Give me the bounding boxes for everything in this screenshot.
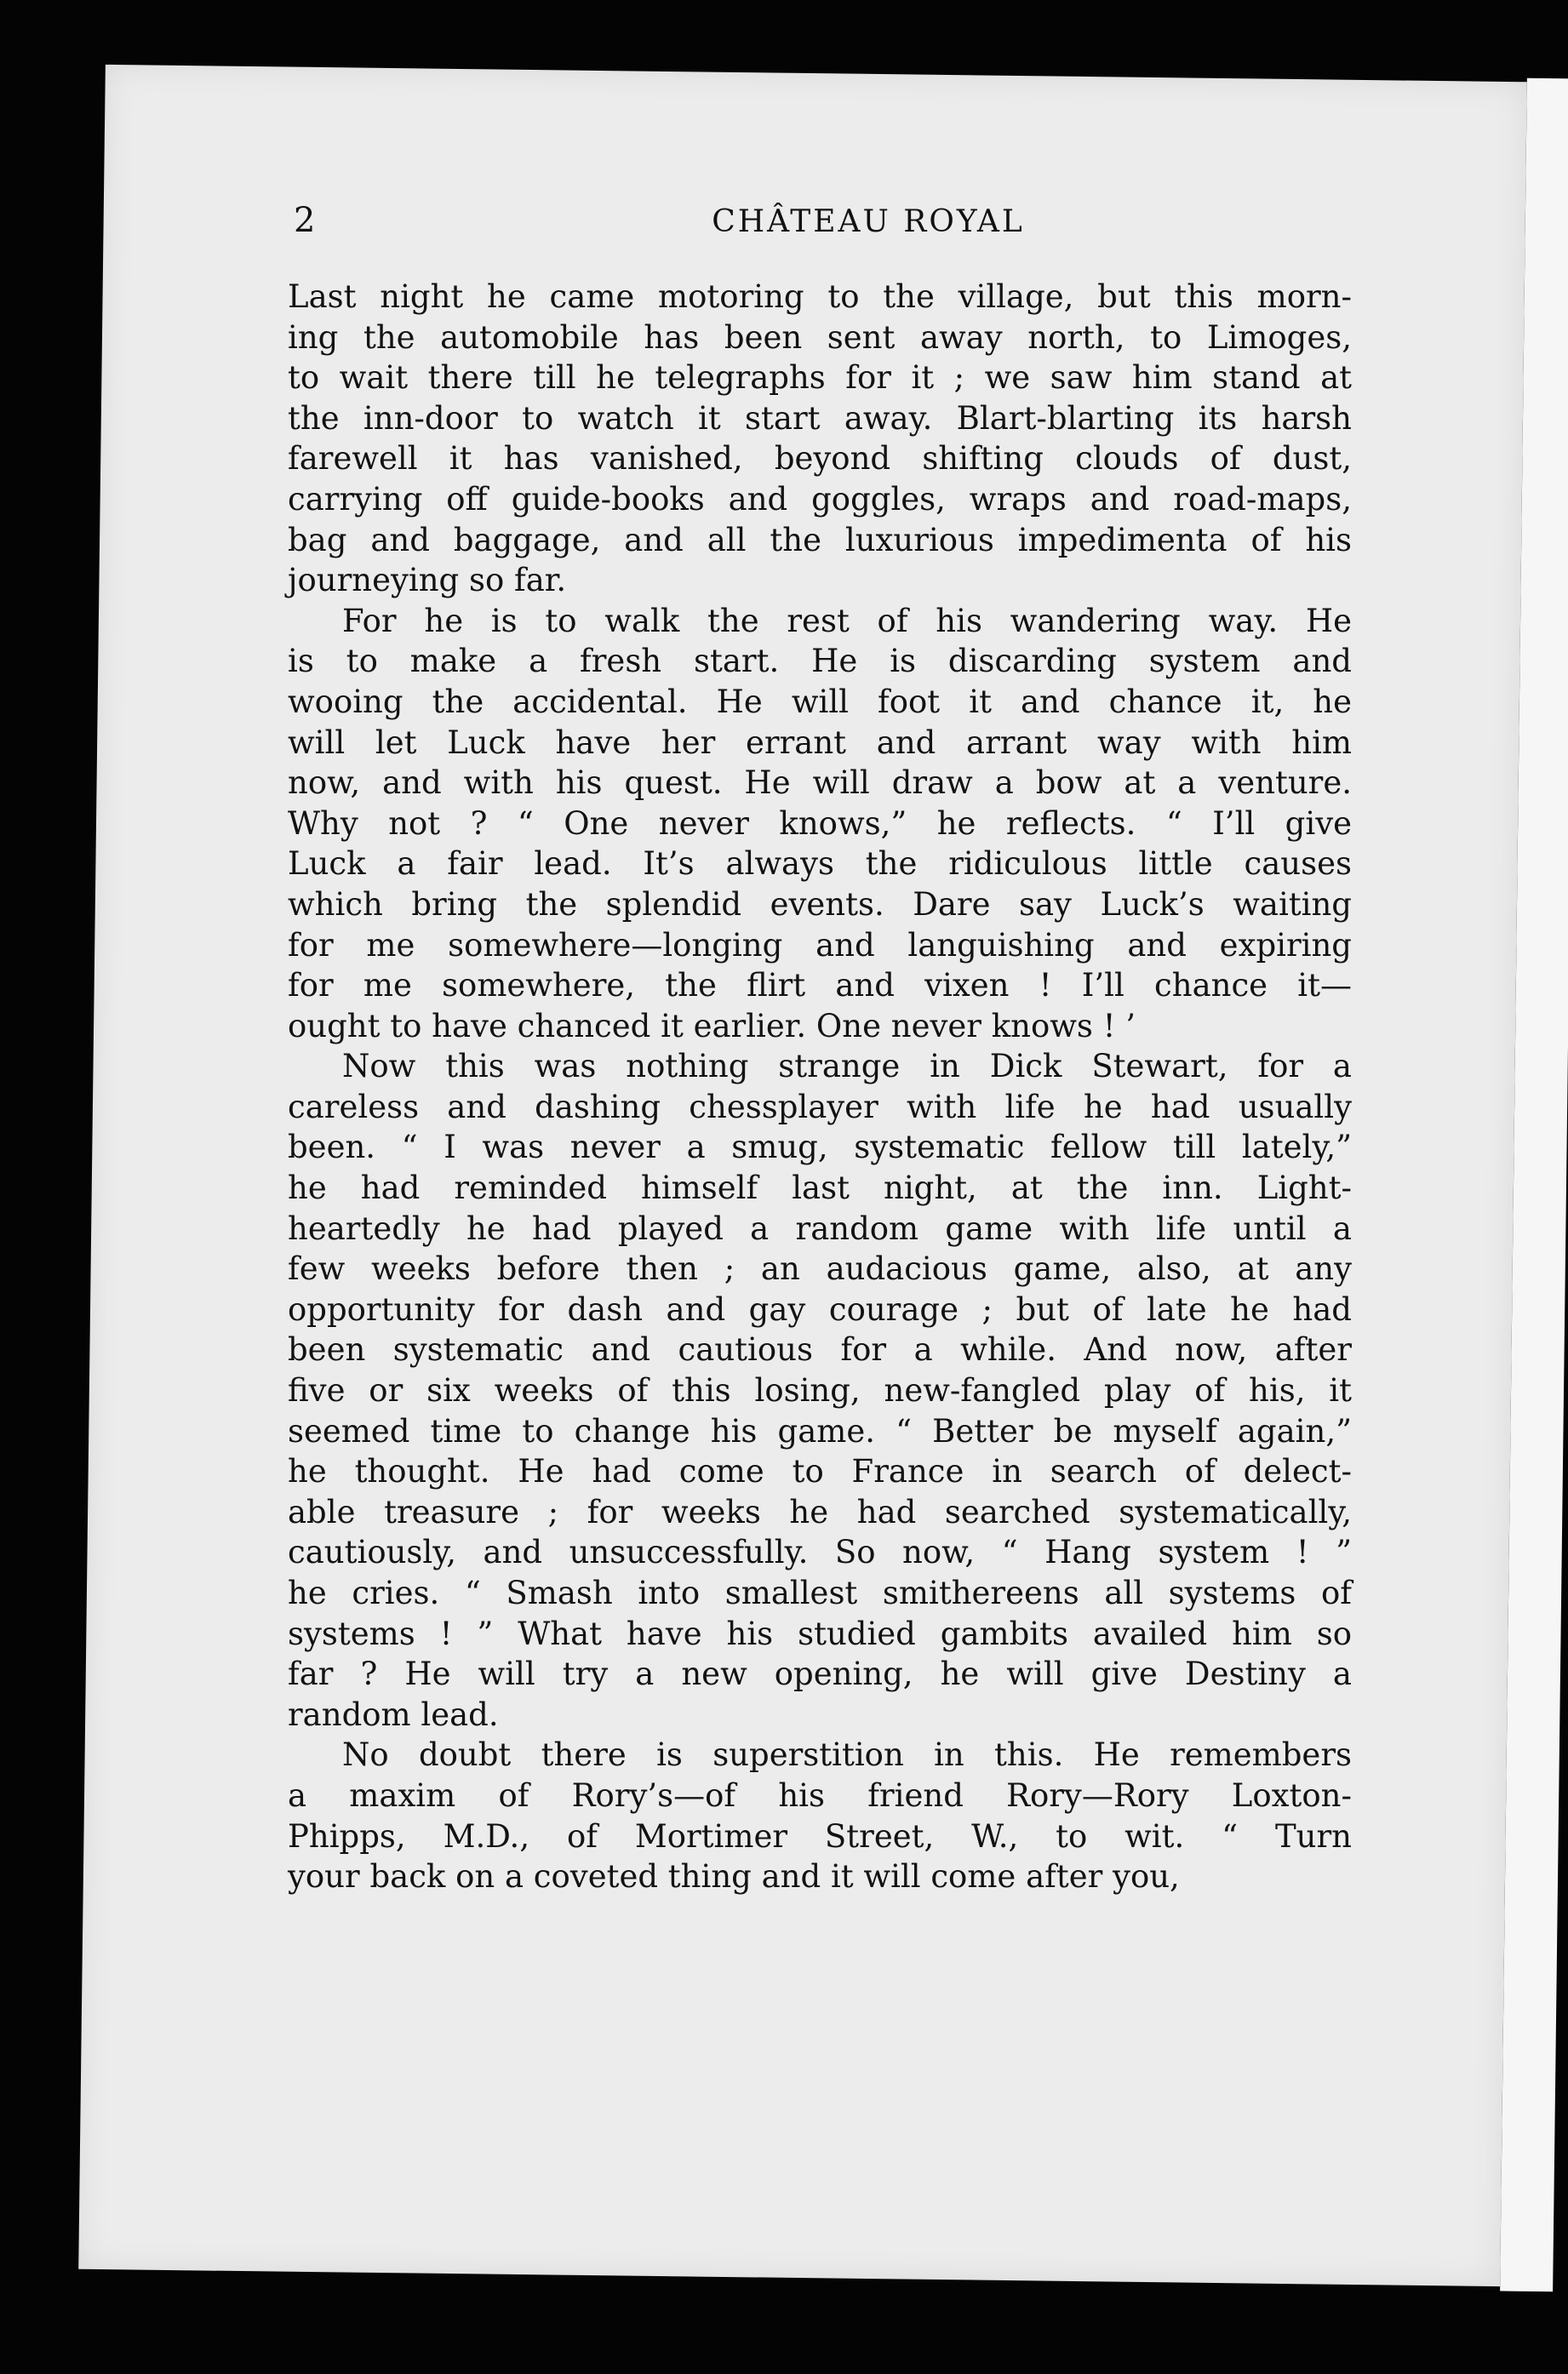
- text-line: for me somewhere, the flirt and vixen ! I’ll chance it—: [288, 967, 1352, 1004]
- text-line: able treasure ; for weeks he had searched systematically,: [288, 1493, 1352, 1530]
- text-line: Phipps, M.D., of Mortimer Street, W., to wit. “ Turn: [288, 1817, 1352, 1855]
- text-line: cautiously, and unsuccessfully. So now, “ Hang system ! ”: [288, 1534, 1352, 1571]
- text-line: random lead.: [288, 1696, 499, 1733]
- text-line: he cries. “ Smash into smallest smithereens all systems of: [288, 1575, 1352, 1611]
- text-line: he had reminded himself last night, at the inn. Light-: [288, 1170, 1352, 1207]
- text-line: which bring the splendid events. Dare say Luck’s waiting: [288, 885, 1352, 923]
- text-line: opportunity for dash and gay courage ; but of late he had: [288, 1290, 1352, 1328]
- text-line: Now this was nothing strange in Dick Stewart, for a: [342, 1048, 1352, 1085]
- text-line: heartedly he had played a random game with life until a: [288, 1210, 1352, 1247]
- text-line: seemed time to change his game. “ Better be myself again,”: [288, 1412, 1352, 1450]
- text-line: No doubt there is superstition in this. He remembers: [342, 1736, 1352, 1774]
- body-text: [288, 277, 1352, 1897]
- page-header: [294, 201, 1443, 255]
- text-line: your back on a coveted thing and it will come after you,: [288, 1858, 1180, 1896]
- text-line: five or six weeks of this losing, new-fangled play of his, it: [288, 1372, 1352, 1410]
- text-line: few weeks before then ; an audacious game, also, at any: [288, 1250, 1352, 1288]
- text-line: Luck a fair lead. It’s always the ridiculous little causes: [288, 845, 1352, 883]
- running-title: CHÂTEAU ROYAL: [712, 204, 1025, 239]
- text-line: he thought. He had come to France in search of delect-: [288, 1453, 1352, 1490]
- text-line: wooing the accidental. He will foot it and chance it, he: [288, 683, 1352, 720]
- text-line: journeying so far.: [288, 562, 567, 599]
- text-line: far ? He will try a new opening, he will give Destiny a: [288, 1656, 1352, 1693]
- page-number: 2: [294, 201, 316, 240]
- text-line: systems ! ” What have his studied gambits availed him so: [288, 1615, 1352, 1652]
- text-line: ought to have chanced it earlier. One never knows ! ’: [288, 1007, 1136, 1044]
- text-line: the inn-door to watch it start away. Blart-blarting its harsh: [288, 399, 1352, 437]
- text-line: been. “ I was never a smug, systematic fellow till lately,”: [288, 1129, 1352, 1166]
- text-line: bag and baggage, and all the luxurious impedimenta of his: [288, 521, 1352, 558]
- text-line: Why not ? “ One never knows,” he reflects. “ I’ll give: [288, 804, 1352, 842]
- text-line: for me somewhere—longing and languishing and expiring: [288, 926, 1352, 964]
- text-line: will let Luck have her errant and arrant way with him: [288, 724, 1352, 761]
- text-line: farewell it has vanished, beyond shifting clouds of dust,: [288, 440, 1352, 478]
- text-line: is to make a fresh start. He is discarding system and: [288, 643, 1352, 680]
- text-line: a maxim of Rory’s—of his friend Rory—Rory Loxton-: [288, 1776, 1352, 1814]
- text-line: to wait there till he telegraphs for it ; we saw him stand at: [288, 359, 1352, 397]
- text-line: been systematic and cautious for a while. And now, after: [288, 1331, 1352, 1369]
- text-line: careless and dashing chessplayer with life he had usually: [288, 1088, 1352, 1125]
- text-line: carrying off guide-books and goggles, wraps and road-maps,: [288, 480, 1352, 518]
- text-line: ing the automobile has been sent away north, to Limoges,: [288, 318, 1352, 356]
- text-line: Last night he came motoring to the village, but this morn-: [288, 278, 1352, 315]
- text-line: now, and with his quest. He will draw a bow at a venture.: [288, 764, 1352, 802]
- text-line: For he is to walk the rest of his wandering way. He: [342, 602, 1352, 639]
